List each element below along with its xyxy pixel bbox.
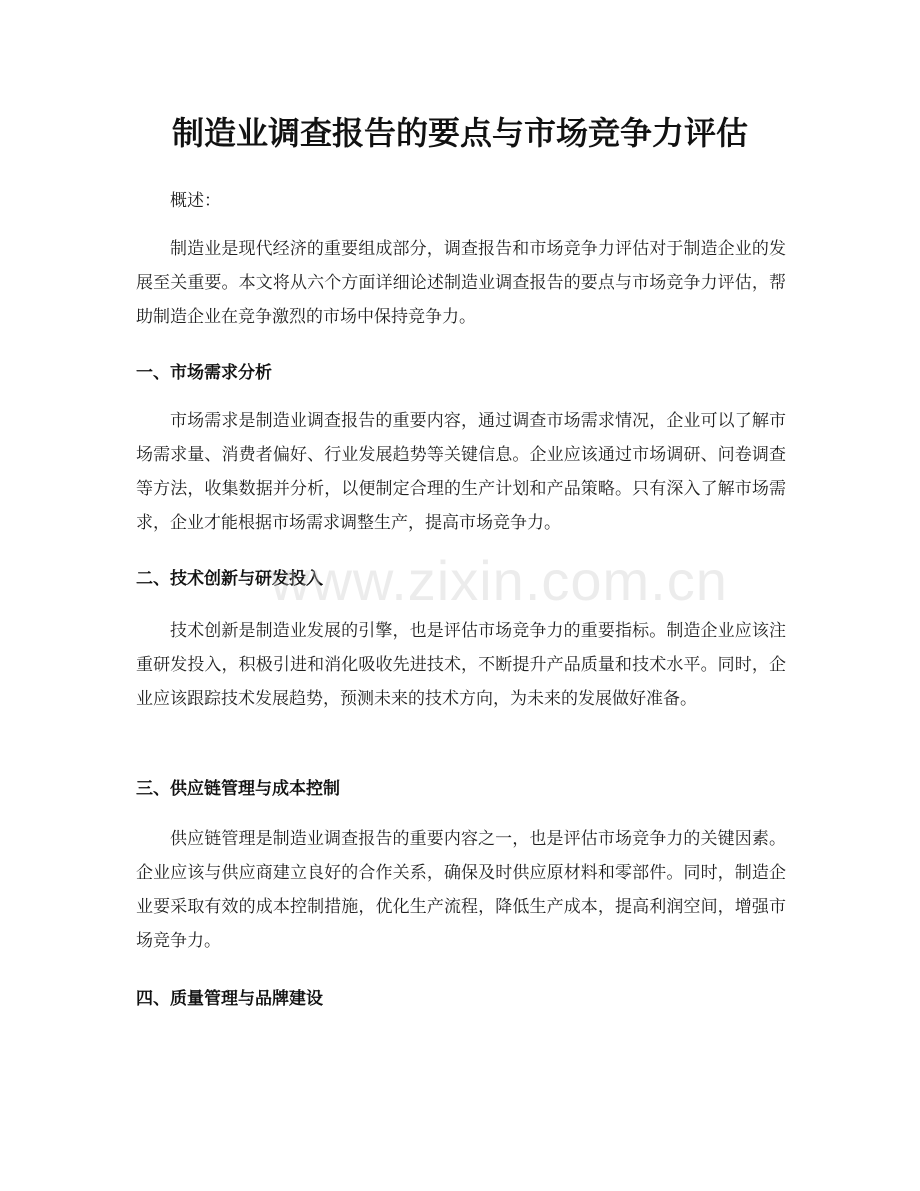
- section-heading-4: 四、质量管理与品牌建设: [136, 989, 323, 1009]
- section-heading-1: 一、市场需求分析: [136, 363, 272, 383]
- section-paragraph-3: 供应链管理是制造业调查报告的重要内容之一，也是评估市场竞争力的关键因素。企业应该与供应商建立良好的合作关系，确保及时供应原材料和零部件。同时，制造企业要采取有效的成本控制措施，优化生产流程，降低生产成本，提高利润空间，增强市场竞争力。: [136, 829, 786, 951]
- overview-label: 概述：: [170, 191, 221, 211]
- section-heading-2: 二、技术创新与研发投入: [136, 569, 323, 589]
- page-title: 制造业调查报告的要点与市场竞争力评估: [171, 114, 748, 152]
- overview-paragraph: 制造业是现代经济的重要组成部分，调查报告和市场竞争力评估对于制造企业的发展至关重要。本文将从六个方面详细论述制造业调查报告的要点与市场竞争力评估，帮助制造企业在竞争激烈的市场中保持竞争力。: [136, 239, 786, 327]
- watermark: www.zixin.com.cn: [270, 549, 728, 612]
- section-paragraph-1: 市场需求是制造业调查报告的重要内容，通过调查市场需求情况，企业可以了解市场需求量、消费者偏好、行业发展趋势等关键信息。企业应该通过市场调研、问卷调查等方法，收集数据并分析，以便制定合理的生产计划和产品策略。只有深入了解市场需求，企业才能根据市场需求调整生产，提高市场竞争力。: [136, 411, 786, 533]
- section-heading-3: 三、供应链管理与成本控制: [136, 779, 340, 799]
- section-paragraph-2: 技术创新是制造业发展的引擎，也是评估市场竞争力的重要指标。制造企业应该注重研发投入，积极引进和消化吸收先进技术，不断提升产品质量和技术水平。同时，企业应该跟踪技术发展趋势，预测未来的技术方向，为未来的发展做好准备。: [136, 621, 786, 709]
